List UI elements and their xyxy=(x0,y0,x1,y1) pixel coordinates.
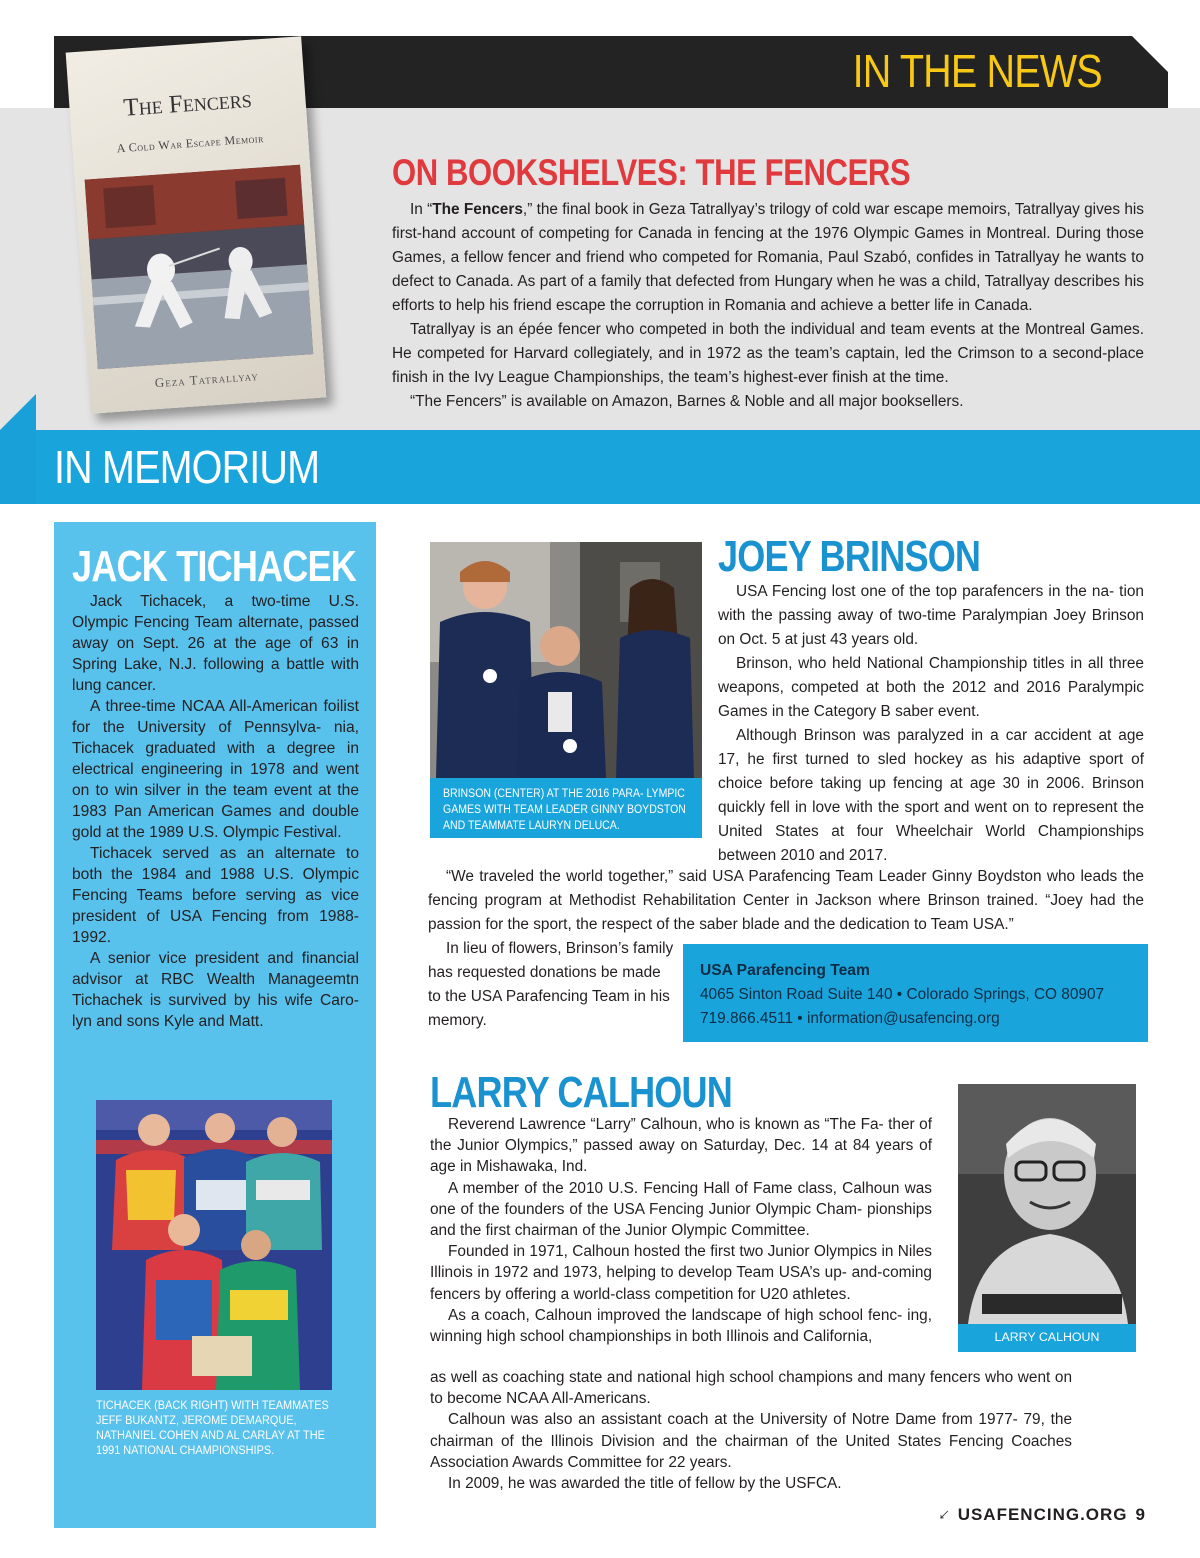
calhoun-photo-caption: LARRY CALHOUN xyxy=(994,1330,1100,1344)
joey-brinson-quote xyxy=(428,865,1144,937)
arrow-down-right-icon: ↓ xyxy=(934,1503,956,1525)
memorium-banner-title: IN MEMORIUM xyxy=(54,441,320,493)
article-paragraph: As a coach, Calhoun improved the landscape of high school fenc- ing, winning high school championships in both Illinois and California, xyxy=(430,1306,932,1346)
memorium-banner-tab xyxy=(0,394,36,430)
article-paragraph: In lieu of flowers, Brinson’s family has requested donations be made to the USA Parafencing Team in his memory. xyxy=(428,940,674,1029)
book-subtitle: A Cold War Escape Memoir xyxy=(116,131,265,156)
article-paragraph: Reverend Lawrence “Larry” Calhoun, who is known as “The Fa- ther of the Junior Olympics,” passed away on Saturday, Dec. 14 at 84 years of age in Mishawaka, Ind. xyxy=(430,1116,932,1176)
article-paragraph: “The Fencers” is available on Amazon, Barnes & Noble and all major booksellers. xyxy=(410,393,964,410)
article-paragraph: A three-time NCAA All-American foilist for the University of Pennsylva- nia, Tichacek graduated with a degree in electrical engineering in 1978 and went on to win silver in the team event at the 1983 Pan American Games and double gold at the 1989 U.S. Olympic Festival. xyxy=(72,698,359,841)
book-title: The Fencers xyxy=(122,85,253,122)
article-paragraph: USA Fencing lost one of the top parafencers in the na- tion with the passing away of two-time Paralympian Joey Brinson on Oct. 5 at just 43 years old. xyxy=(718,583,1144,648)
larry-calhoun-article xyxy=(430,1114,932,1347)
page-number: 9 xyxy=(1135,1504,1146,1524)
article-paragraph: Brinson, who held National Championship titles in all three weapons, competed at both the 2012 and 2016 Paralympic Games in the Category B saber event. xyxy=(718,655,1144,720)
jack-photo-caption: TICHACEK (BACK RIGHT) WITH TEAMMATES JEFF BUKANTZ, JEROME DEMARQUE, NATHANIEL COHEN AND AL CARLAY AT THE 1991 NATIONAL CHAMPIONSHIPS. xyxy=(96,1398,329,1457)
joey-brinson-headline: JOEY BRINSON xyxy=(718,532,981,581)
contact-address: 4065 Sinton Road Suite 140 • Colorado Springs, CO 80907 xyxy=(700,986,1105,1003)
article-paragraph: In “The Fencers,” the final book in Geza Tatrallyay’s trilogy of cold war escape memoirs, Tatrallyay gives his first-hand account of competing for Canada in fencing at the 1976 Olympic Games in Montreal. During those Games, a fellow fencer and friend who competed for Romania, Paul Szabó, confides in Tatrallyay he wants to defect to Canada. As part of a family that defected from Hungary when he was a child, Tatrallyay describes his efforts to help his friend escape the corruption in Romania and achieve a better life in Canada. xyxy=(392,201,1144,314)
article-paragraph: Jack Tichacek, a two-time U.S. Olympic Fencing Team alternate, passed away on Sept. 26 at the age of 63 in Spring Lake, N.J. following a battle with lung cancer. xyxy=(72,593,359,694)
article-paragraph: In 2009, he was awarded the title of fellow by the USFCA. xyxy=(448,1475,842,1493)
brinson-photo-caption: BRINSON (CENTER) AT THE 2016 PARA- LYMPIC GAMES WITH TEAM LEADER GINNY BOYDSTON AND TEAMMATE LAURYN DELUCA. xyxy=(443,786,686,832)
article-paragraph: as well as coaching state and national high school champions and many fencers who went on to become NCAA All-Americans. xyxy=(430,1369,1072,1408)
article-paragraph: Founded in 1971, Calhoun hosted the first two Junior Olympics in Niles Illinois in 1972 and 1973, helping to develop Team USA’s up- and-coming fencers by offering a world-class competition for U20 athletes. xyxy=(430,1243,932,1303)
book-author: Geza Tatrallyay xyxy=(154,368,260,391)
jack-tichacek-headline: JACK TICHACEK xyxy=(72,542,357,591)
article-paragraph: Calhoun was also an assistant coach at the University of Notre Dame from 1977- 79, the chairman of the Illinois Division and the chairman of the United States Fencing Coaches Association Awards Committee for 22 years. xyxy=(430,1411,1072,1471)
footer-site[interactable]: USAFENCING.ORG xyxy=(957,1504,1128,1524)
article-paragraph: A senior vice president and financial advisor at RBC Wealth Manageemtn Tichachek is survived by his wife Caro- lyn and sons Kyle and Matt. xyxy=(72,950,359,1030)
jack-tichacek-article xyxy=(72,591,359,1032)
fencing-bout-photo xyxy=(85,165,314,370)
memorium-banner-tab-body xyxy=(0,430,36,504)
article-paragraph: “We traveled the world together,” said USA Parafencing Team Leader Ginny Boydston who leads the fencing program at Methodist Rehabilitation Center in Jackson where Brinson trained. “Joey had the passion for the sport, the respect of the saber blade and the dedication to Team USA.” xyxy=(428,868,1144,933)
contact-phone-email[interactable]: 719.866.4511 • information@usafencing.org xyxy=(700,1010,1000,1027)
bookshelf-headline: ON BOOKSHELVES: THE FENCERS xyxy=(392,152,911,193)
article-paragraph: A member of the 2010 U.S. Fencing Hall of Fame class, Calhoun was one of the founders of the USA Fencing Junior Olympic Cham- pionships and the first chairman of the Junior Olympic Committee. xyxy=(430,1179,932,1240)
calhoun-portrait-photo xyxy=(958,1084,1136,1324)
bookshelf-article xyxy=(392,198,1144,414)
page-footer xyxy=(934,1503,1146,1525)
larry-calhoun-headline: LARRY CALHOUN xyxy=(430,1068,733,1117)
banner-corner-cut xyxy=(1132,36,1168,72)
larry-calhoun-article-continued xyxy=(430,1367,1072,1494)
contact-organization: USA Parafencing Team xyxy=(700,962,870,979)
book-cover-image xyxy=(66,36,327,414)
article-paragraph: Tichacek served as an alternate to both the 1984 and 1988 U.S. Olympic Fencing Teams before serving as vice president of USA Fencing from 1988- 1992. xyxy=(72,845,359,946)
joey-brinson-article xyxy=(718,580,1144,868)
brinson-group-photo xyxy=(430,542,702,778)
news-banner-title: IN THE NEWS xyxy=(852,45,1102,97)
article-paragraph: Tatrallyay is an épée fencer who competed in both the individual and team events at the Montreal Games. He competed for Harvard collegiately, and in 1972 as the team’s captain, led the Crimson to a second-place finish in the Ivy League Championships, the team’s highest-ever finish at the time. xyxy=(392,321,1144,386)
joey-brinson-donations xyxy=(428,937,674,1033)
article-paragraph: Although Brinson was paralyzed in a car accident at age 17, he first turned to sled hockey as his adaptive sport of choice before taking up fencing at age 30 in 2006. Brinson quickly fell in love with the sport and went on to represent the United States at four Wheelchair World Championships between 2010 and 2017. xyxy=(718,727,1144,864)
team-photo xyxy=(96,1100,332,1390)
